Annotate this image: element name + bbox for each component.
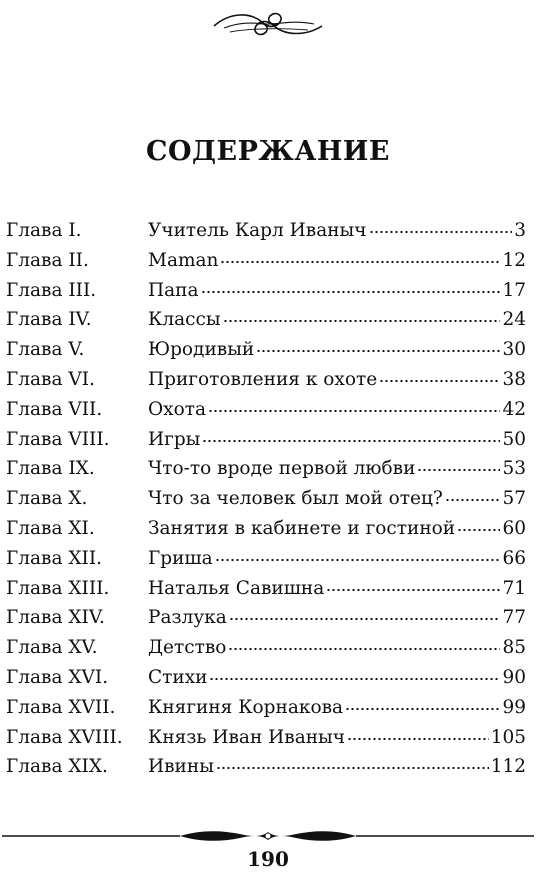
toc-entry: [6, 339, 526, 369]
toc-chapter-title: Ивины: [148, 756, 214, 778]
dot-leader: [369, 230, 513, 234]
toc-chapter-label: Глава VIII.: [6, 428, 110, 450]
toc-page-number: 53: [502, 458, 526, 480]
toc-page-number: 3: [514, 220, 526, 241]
toc-chapter-label: Глава III.: [6, 279, 97, 301]
toc-chapter-label: Глава VI.: [6, 368, 95, 390]
toc-page-number: 42: [502, 398, 526, 420]
toc-entry: [6, 429, 526, 459]
toc-chapter-label: Глава IX.: [6, 458, 95, 480]
page-number: 190: [247, 847, 289, 871]
top-flourish-ornament: [210, 6, 326, 40]
dot-leader: [215, 558, 501, 562]
toc-chapter-title: Учитель Карл Иваныч: [148, 220, 367, 241]
toc-entry: [6, 756, 526, 786]
toc-chapter-title: Охота: [148, 398, 207, 420]
toc-chapter-title: Что за человек был мой отец?: [148, 488, 443, 510]
toc-entry: [6, 697, 526, 727]
toc-chapter-title: Maman: [148, 249, 219, 271]
toc-chapter-label: Глава XI.: [6, 517, 95, 539]
toc-entry: [6, 458, 526, 488]
bottom-ornament-rule: [0, 826, 536, 846]
toc-chapter-label: Глава XVIII.: [6, 726, 123, 748]
dot-leader: [209, 677, 500, 681]
toc-chapter-label: Глава II.: [6, 249, 89, 271]
toc-page-number: 105: [490, 726, 526, 748]
dot-leader: [345, 707, 500, 711]
toc-entry: [6, 399, 526, 429]
toc-chapter-label: Глава XIX.: [6, 756, 108, 778]
toc-page-number: 66: [502, 547, 526, 569]
toc-chapter-title: Наталья Савишна: [148, 577, 325, 599]
toc-chapter-label: Глава XII.: [6, 547, 103, 569]
dot-leader: [445, 498, 501, 502]
toc-page-number: 60: [502, 517, 526, 539]
toc-entry: [6, 488, 526, 518]
toc-entry: [6, 578, 526, 608]
dot-leader: [220, 260, 500, 264]
toc-page-number: 85: [502, 637, 526, 659]
toc-chapter-title: Стихи: [148, 666, 208, 688]
toc-page-number: 12: [502, 249, 526, 271]
page-title: СОДЕРЖАНИЕ: [146, 136, 390, 167]
toc-page-number: 99: [502, 696, 526, 718]
table-of-contents: [6, 220, 526, 786]
toc-chapter-title: Приготовления к охоте: [148, 368, 378, 390]
toc-entry: [6, 548, 526, 578]
toc-entry: [6, 369, 526, 399]
toc-chapter-label: Глава XV.: [6, 637, 98, 659]
toc-chapter-title: Папа: [148, 279, 199, 301]
toc-chapter-label: Глава V.: [6, 339, 85, 361]
toc-entry: [6, 667, 526, 697]
toc-chapter-title: Княгиня Корнакова: [148, 696, 344, 718]
toc-chapter-label: Глава X.: [6, 488, 88, 510]
dot-leader: [326, 588, 500, 592]
toc-entry: [6, 607, 526, 637]
toc-chapter-label: Глава I.: [6, 220, 82, 241]
dot-leader: [347, 737, 489, 741]
toc-chapter-title: Князь Иван Иваныч: [148, 726, 346, 748]
dot-leader: [256, 349, 500, 353]
toc-chapter-title: Занятия в кабинете и гостиной: [148, 517, 456, 539]
dot-leader: [229, 617, 501, 621]
toc-page-number: 90: [502, 666, 526, 688]
toc-entry: [6, 280, 526, 310]
toc-page-number: 38: [502, 368, 526, 390]
toc-entry: [6, 250, 526, 280]
toc-page-number: 57: [502, 488, 526, 510]
toc-chapter-label: Глава XIV.: [6, 607, 105, 629]
dot-leader: [201, 290, 501, 294]
toc-page-number: 71: [502, 577, 526, 599]
dot-leader: [457, 528, 500, 532]
toc-chapter-label: Глава VII.: [6, 398, 103, 420]
toc-page-number: 17: [502, 279, 526, 301]
toc-page-number: 50: [502, 428, 526, 450]
dot-leader: [228, 647, 500, 651]
dot-leader: [216, 766, 489, 770]
toc-chapter-title: Игры: [148, 428, 201, 450]
toc-chapter-label: Глава XIII.: [6, 577, 110, 599]
toc-page-number: 30: [502, 339, 526, 361]
toc-entry: [6, 309, 526, 339]
dot-leader: [202, 439, 500, 443]
toc-chapter-title: Гриша: [148, 547, 213, 569]
dot-leader: [223, 319, 501, 323]
toc-page-number: 77: [502, 607, 526, 629]
toc-entry: [6, 637, 526, 667]
dot-leader: [417, 468, 500, 472]
toc-chapter-title: Юродивый: [148, 339, 255, 361]
toc-chapter-label: Глава XVII.: [6, 696, 116, 718]
toc-chapter-title: Детство: [148, 637, 227, 659]
toc-page-number: 24: [502, 309, 526, 331]
toc-entry: [6, 727, 526, 757]
toc-chapter-label: Глава XVI.: [6, 666, 109, 688]
toc-entry: [6, 220, 526, 250]
toc-page-number: 112: [490, 756, 526, 778]
toc-entry: [6, 518, 526, 548]
dot-leader: [208, 409, 500, 413]
toc-chapter-title: Классы: [148, 309, 221, 331]
dot-leader: [379, 379, 500, 383]
toc-chapter-title: Разлука: [148, 607, 227, 629]
toc-chapter-title: Что-то вроде первой любви: [148, 458, 416, 480]
toc-chapter-label: Глава IV.: [6, 309, 92, 331]
